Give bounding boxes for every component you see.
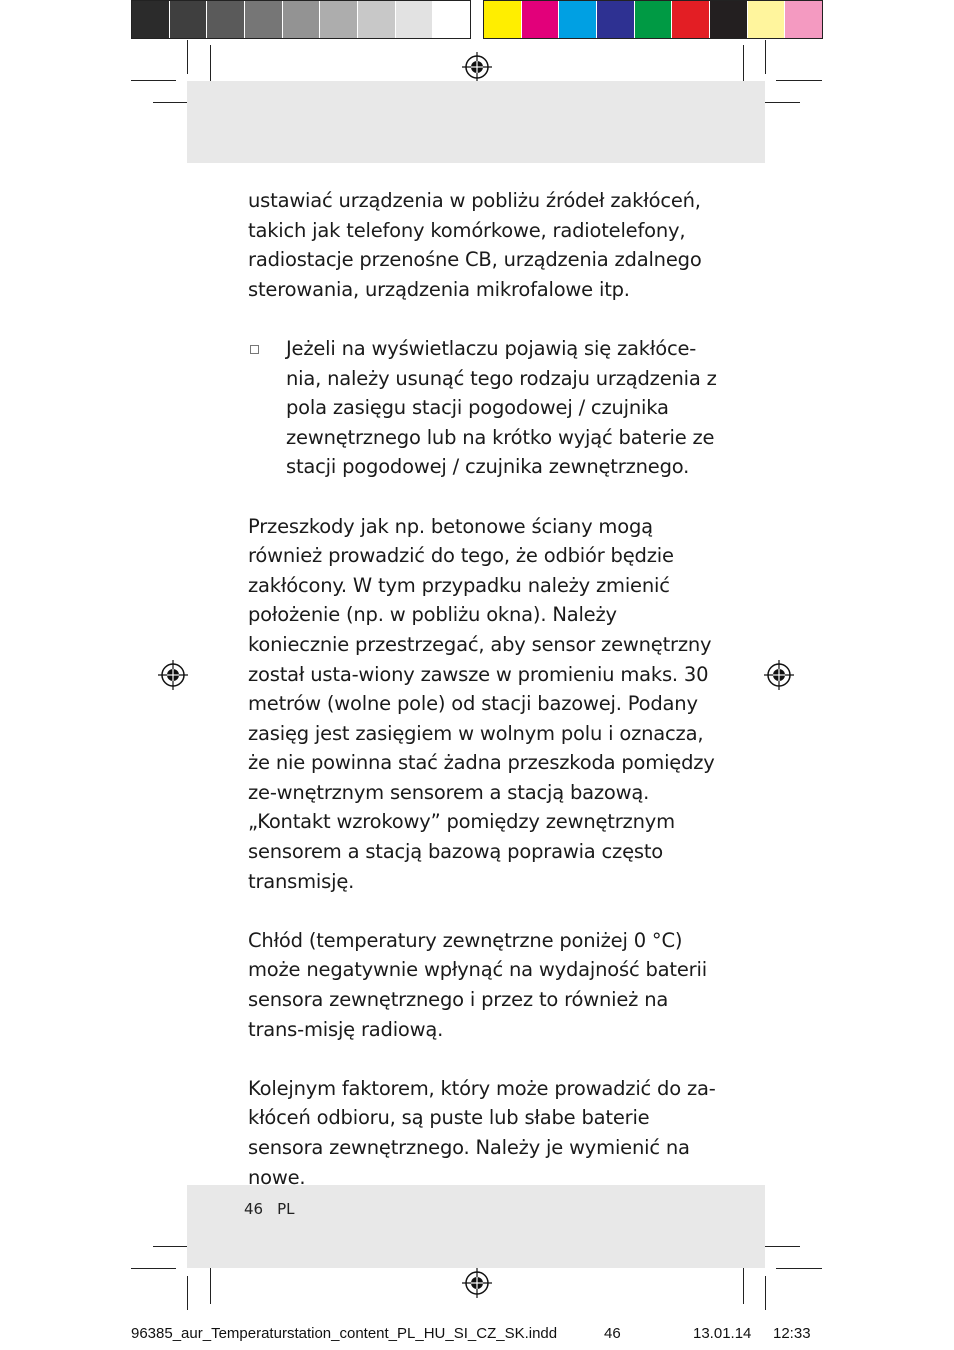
slug-page: 46 [604,1325,621,1342]
crop-mark [776,80,822,81]
checkbox-bullet-icon [250,345,259,354]
color-swatch [710,1,748,38]
crop-mark [765,40,766,74]
bullet-text: Jeżeli na wyświetlaczu pojawią się zakłóce-nia, należy usunąć tego rodzaju urządzenia z pola zasięgu stacji pogodowej / czujnika zewnętrznego lub na krótko wyjąć baterie ze stacji pogodowej / czujnika zewnętrznego. [286,336,717,479]
registration-mark-icon [158,660,188,690]
crop-mark [131,80,176,81]
page-number: 46 [244,1200,264,1218]
crop-mark [131,1268,176,1269]
header-band [187,81,765,163]
paragraph: ustawiać urządzenia w pobliżu źródeł zakłóceń, takich jak telefony komórkowe, radiotelefony, radiostacje przenośne CB, urządzenia zdalnego sterowania, urządzenia mikrofalowe itp. [248,189,702,301]
paragraph: Przeszkody jak np. betonowe ściany mogą również prowadzić do tego, że odbiór będzie zakłócony. W tym przypadku należy zmienić położenie (np. w pobliżu okna). Należy koniecznie przestrzegać, aby sensor zewnętrzny został usta-wiony zawsze w promieniu maks. 30 metrów (wolne pole) od stacji bazowej. Podany zasięg jest zasięgiem w wolnym polu i oznacza, że nie powinna stać żadna przeszkoda pomiędzy ze-wnętrznym sensorem a stacją bazową. „Kontakt wzrokowy” pomiędzy zewnętrznym sensorem a stacją bazową poprawia często transmisję. [248,514,715,893]
crop-mark [776,1268,822,1269]
gray-swatch [170,1,208,38]
color-swatch [785,1,822,38]
footer-band [187,1185,765,1268]
slug-time: 12:33 [773,1325,811,1342]
color-calibration-bar [483,0,823,39]
color-swatch [748,1,786,38]
gray-swatch [245,1,283,38]
body-text [248,186,718,1192]
color-swatch [559,1,597,38]
color-swatch [484,1,522,38]
crop-mark [187,1276,188,1310]
crop-mark [760,1246,800,1247]
color-swatch [522,1,560,38]
crop-mark [743,1262,744,1304]
gray-swatch [396,1,434,38]
crop-mark [760,102,800,103]
bullet-item [248,334,718,482]
color-swatch [635,1,673,38]
gray-swatch [207,1,245,38]
gray-swatch [358,1,396,38]
registration-mark-icon [764,660,794,690]
grayscale-calibration-bar [131,0,471,39]
gray-swatch [320,1,358,38]
gray-swatch [433,1,470,38]
gray-swatch [132,1,170,38]
crop-mark [187,40,188,74]
crop-mark [765,1276,766,1310]
paragraph: Chłód (temperatury zewnętrzne poniżej 0 °C) może negatywnie wpłynąć na wydajność baterii sensora zewnętrznego i przez to również na trans-misję radiową. [248,928,707,1041]
registration-mark-icon [462,52,492,82]
registration-mark-icon [462,1268,492,1298]
color-swatch [672,1,710,38]
slug-filename: 96385_aur_Temperaturstation_content_PL_HU_SI_CZ_SK.indd [131,1325,558,1342]
crop-mark [210,1262,211,1304]
color-swatch [597,1,635,38]
gray-swatch [283,1,321,38]
page-footer [244,1200,309,1218]
slug-date: 13.01.14 [693,1325,752,1342]
language-code: PL [277,1200,295,1218]
paragraph: Kolejnym faktorem, który może prowadzić do za-kłóceń odbioru, są puste lub słabe baterie sensora zewnętrznego. Należy je wymienić na nowe. [248,1076,716,1189]
